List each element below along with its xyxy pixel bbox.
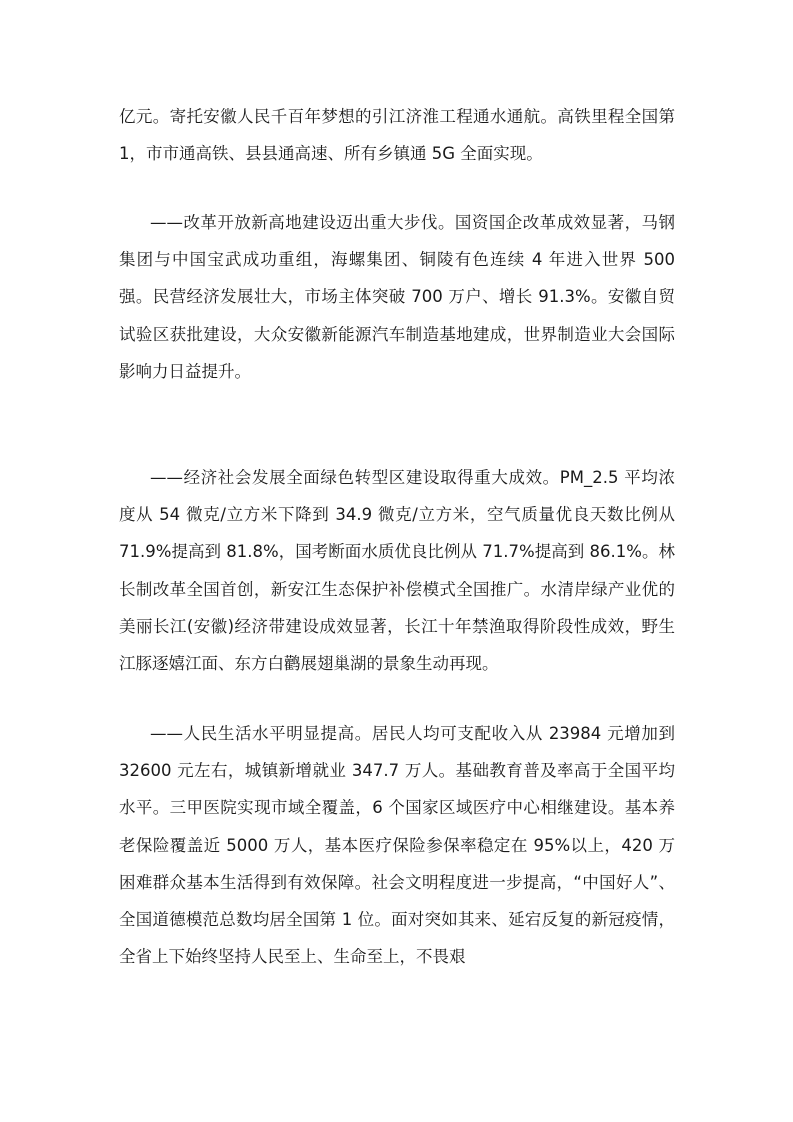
- paragraph-text: 亿元。寄托安徽人民千百年梦想的引江济淮工程通水通航。高铁里程全国第 1，市市通高铁、县县通高速、所有乡镇通 5G 全面实现。: [119, 107, 675, 164]
- paragraph-text: ——改革开放新高地建设迈出重大步伐。国资国企改革成效显著，马钢集团与中国宝武成功重组，海螺集团、铜陵有色连续 4 年进入世界 500 强。民营经济发展壮大，市场主体突破 700 万户、增长 91.3%。安徽自贸试验区获批建设，大众安徽新能源汽车制造基地建成，世界制造业大会国际影响力日益提升。: [119, 213, 675, 381]
- paragraph-text: ——经济社会发展全面绿色转型区建设取得重大成效。PM_2.5 平均浓度从 54 微克/立方米下降到 34.9 微克/立方米，空气质量优良天数比例从 71.9%提高到 81.8%，国考断面水质优良比例从 71.7%提高到 86.1%。林长制改革全国首创，新安江生态保护补偿模式全国推广。水清岸绿产业优的美丽长江(安徽)经济带建设成效显著，长江十年禁渔取得阶段性成效，野生江豚逐嬉江面、东方白鹳展翅巢湖的景象生动再现。: [119, 468, 675, 674]
- paragraph-3: [119, 459, 675, 682]
- paragraph-1: [119, 98, 675, 172]
- paragraph-text: ——人民生活水平明显提高。居民人均可支配收入从 23984 元增加到 32600 元左右，城镇新增就业 347.7 万人。基础教育普及率高于全国平均水平。三甲医院实现市域全覆盖，6 个国家区域医疗中心相继建设。基本养老保险覆盖近 5000 万人，基本医疗保险参保率稳定在 95%以上，420 万困难群众基本生活得到有效保障。社会文明程度进一步提高，“中国好人”、全国道德模范总数均居全国第 1 位。面对突如其来、延宕反复的新冠疫情，全省上下始终坚持人民至上、生命至上，不畏艰: [119, 724, 675, 967]
- paragraph-4: [119, 715, 675, 975]
- paragraph-2: [119, 204, 675, 390]
